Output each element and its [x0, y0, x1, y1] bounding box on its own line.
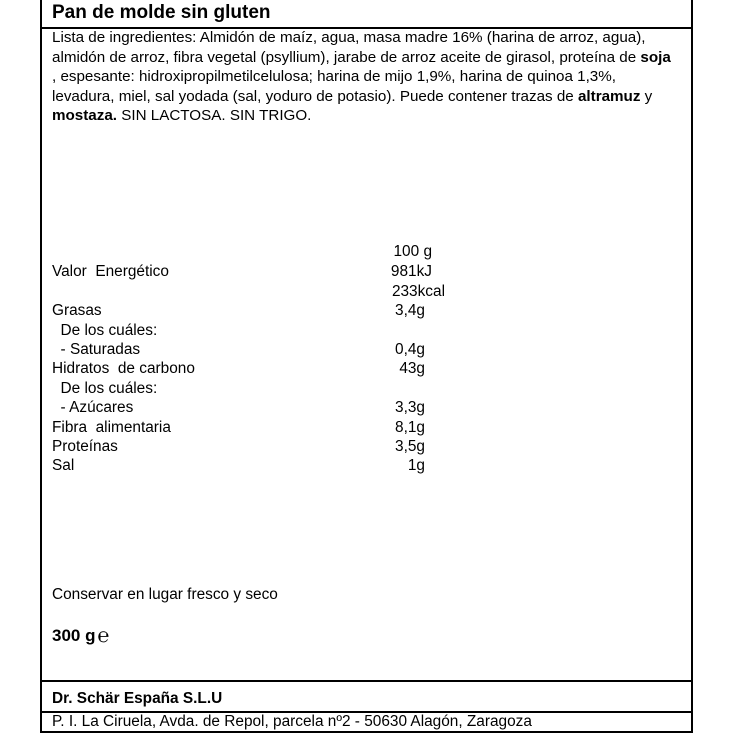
nutrition-label: - Saturadas: [52, 341, 141, 358]
product-title: Pan de molde sin gluten: [52, 2, 271, 23]
estimated-sign-icon: ℮: [97, 625, 110, 647]
nutrition-label: De los cuáles:: [52, 380, 158, 397]
net-weight-amount: 300 g: [52, 626, 96, 645]
nutrition-value: 3,5g: [395, 438, 425, 455]
net-weight: [52, 626, 110, 646]
nutrition-label: Sal: [52, 457, 75, 474]
nutrition-label: Valor Energético: [52, 263, 169, 280]
company-name: Dr. Schär España S.L.U: [52, 690, 223, 707]
allergen-altramuz: altramuz: [577, 87, 641, 105]
ingredients-segment: Lista de ingredientes: Almidón de maíz, agua, masa madre 16% (harina de arroz, agua), almidón de arroz, fibra vegetal (psyllium), jarabe de arroz aceite de girasol, proteína de: [52, 29, 646, 66]
allergen-mostaza: mostaza.: [52, 107, 117, 125]
nutrition-value: 0,4g: [395, 341, 425, 358]
ingredients-segment: SIN LACTOSA. SIN TRIGO.: [117, 107, 312, 125]
storage-instructions: Conservar en lugar fresco y seco: [52, 586, 278, 603]
footer-divider: [40, 680, 693, 682]
ingredients-segment: , espesante: hidroxipropilmetilcelulosa; harina de mijo 1,9%, harina de quinoa 1,3%, levadura, miel, sal yodada (sal, yoduro de potasio). Puede contener trazas de: [52, 68, 616, 105]
nutrition-label: Hidratos de carbono: [52, 360, 195, 377]
nutrition-value: 981kJ: [390, 263, 432, 280]
nutrition-label: De los cuáles:: [52, 322, 158, 339]
nutrition-value: 3,4g: [395, 302, 425, 319]
nutrition-value: 43g: [399, 360, 425, 377]
nutrition-value: 233kcal: [391, 283, 445, 300]
nutrition-value: 1g: [407, 457, 425, 474]
nutrition-label: Grasas: [52, 302, 102, 319]
nutrition-header: 100 g: [393, 243, 432, 260]
nutrition-label: - Azúcares: [52, 399, 134, 416]
nutrition-value: 8,1g: [395, 419, 425, 436]
nutrition-label: Proteínas: [52, 438, 118, 455]
ingredients-segment: y: [640, 87, 653, 105]
nutrition-value: 3,3g: [395, 399, 425, 416]
allergen-soja: soja: [640, 48, 671, 66]
nutrition-label: Fibra alimentaria: [52, 419, 171, 436]
company-address: P. I. La Ciruela, Avda. de Repol, parcela nº2 - 50630 Alagón, Zaragoza: [52, 713, 532, 730]
ingredients-text: [52, 28, 677, 126]
